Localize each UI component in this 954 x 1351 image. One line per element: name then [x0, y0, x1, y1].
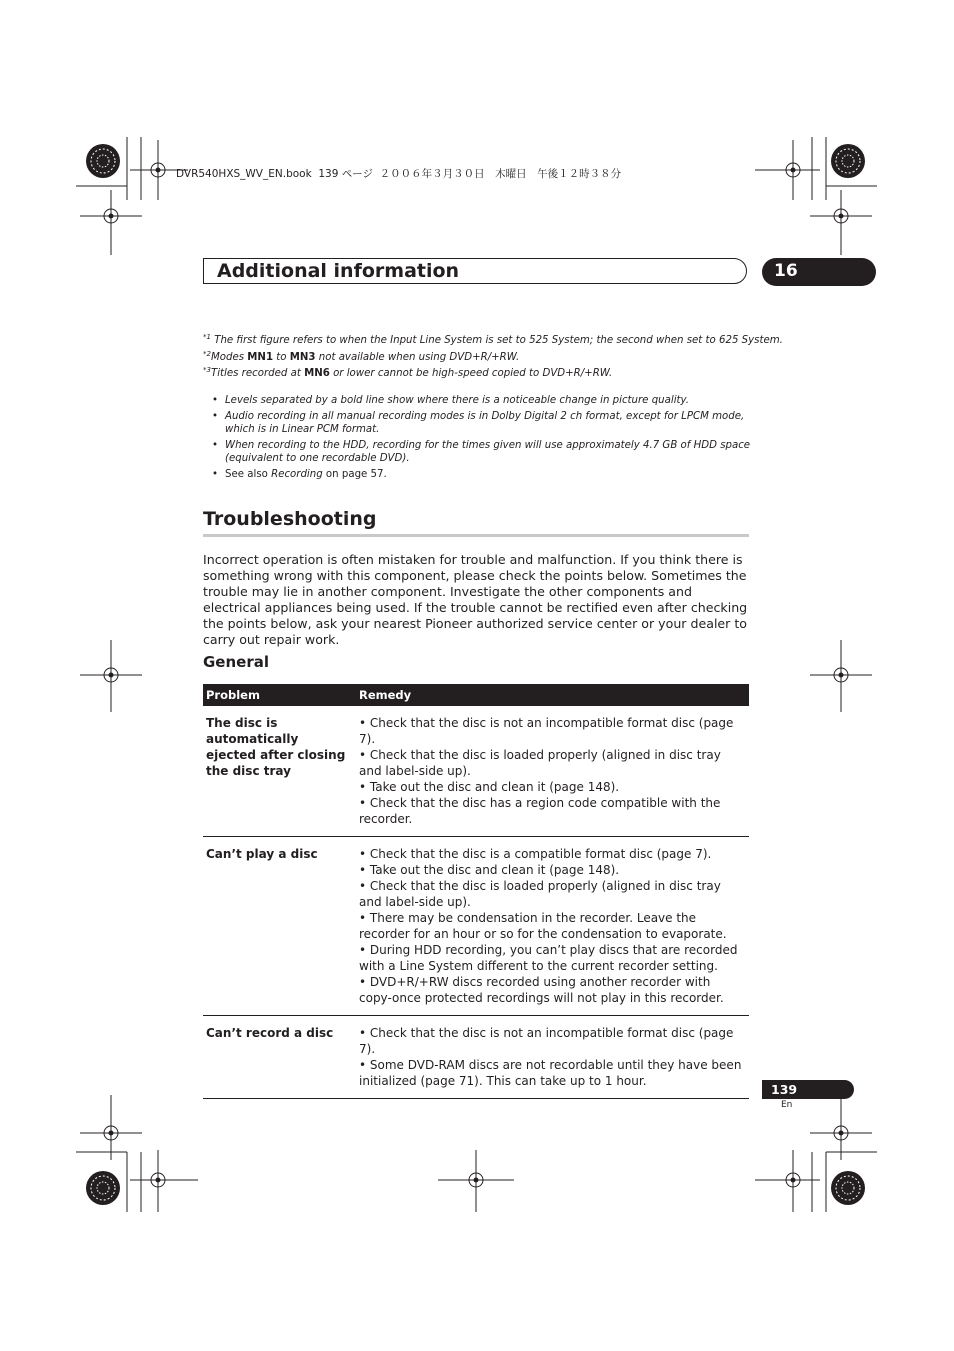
footnote-text: Modes [210, 352, 248, 363]
section-divider [203, 534, 749, 537]
table-row [203, 837, 749, 1016]
footnote-3 [203, 366, 612, 379]
footnote-text: not available when using DVD+R/+RW. [315, 352, 520, 363]
table-row [203, 706, 749, 837]
note-item [212, 439, 752, 465]
bullet: • [212, 411, 219, 422]
footnote-text: The first figure refers to when the Input Line System is set to 525 System; the second when set to 625 System. [214, 335, 783, 346]
footnote-mark: *3 [203, 366, 211, 374]
problem-cell: The disc is automatically ejected after closing the disc tray [203, 706, 356, 837]
footnote-text: to [273, 352, 290, 363]
remedy-cell [356, 837, 749, 1016]
table-header-row [203, 684, 749, 706]
section-title: Troubleshooting [203, 508, 377, 530]
chapter-title: Additional information [217, 260, 460, 282]
bullet: • [212, 440, 219, 451]
mode-label: MN1 [247, 352, 274, 363]
remedy-item: • Check that the disc is not an incompatible format disc (page 7). [359, 716, 734, 746]
remedy-item: • Check that the disc is a compatible format disc (page 7). [359, 847, 712, 861]
footnote-mark: *2 [203, 350, 211, 358]
remedy-cell [356, 1016, 749, 1099]
remedy-item: • DVD+R/+RW discs recorded using another recorder with copy-once protected recordings will not play in this recorder. [359, 975, 724, 1005]
footnote-text: Titles recorded at [210, 368, 305, 379]
bullet: • [212, 395, 219, 406]
footnote-2 [203, 350, 519, 363]
mode-label: MN3 [289, 352, 316, 363]
chapter-number: 16 [762, 258, 876, 286]
note-item [212, 394, 752, 407]
remedy-cell [356, 706, 749, 837]
column-header-problem: Problem [203, 684, 356, 706]
note-item [212, 410, 752, 436]
subsection-title: General [203, 653, 269, 671]
mode-label: MN6 [304, 368, 330, 379]
see-also-reference: Recording [271, 469, 323, 480]
problem-cell: Can’t record a disc [203, 1016, 356, 1099]
page-language: En [781, 1100, 793, 1110]
column-header-remedy: Remedy [356, 684, 749, 706]
remedy-item: • Check that the disc has a region code compatible with the recorder. [359, 796, 721, 826]
bullet: • [212, 469, 219, 480]
problem-cell: Can’t play a disc [203, 837, 356, 1016]
remedy-item: • Take out the disc and clean it (page 148). [359, 863, 620, 877]
remedy-item: • Check that the disc is not an incompatible format disc (page 7). [359, 1026, 734, 1056]
footnote-text: or lower cannot be high-speed copied to DVD+R/+RW. [329, 368, 613, 379]
remedy-item: • Check that the disc is loaded properly (aligned in disc tray and label-side up). [359, 879, 721, 909]
note-text: Levels separated by a bold line show where there is a noticeable change in picture quality. [225, 395, 689, 406]
remedy-item: • There may be condensation in the recorder. Leave the recorder for an hour or so for the condensation to evaporate. [359, 911, 727, 941]
print-header: DVR540HXS_WV_EN.book 139 ページ ２００６年３月３０日 木曜日 午後１２時３８分 [176, 168, 622, 180]
remedy-item: • Check that the disc is loaded properly (aligned in disc tray and label-side up). [359, 748, 721, 778]
section-intro: Incorrect operation is often mistaken for trouble and malfunction. If you think there is something wrong with this component, please check the points below. Sometimes the trouble may lie in another component. Investigate the other components and electrical appliances being used. If the trouble cannot be rectified even after checking the points below, ask your nearest Pioneer authorized service center or your dealer to carry out repair work. [203, 552, 748, 647]
see-also-item [212, 468, 752, 481]
remedy-item: • Some DVD-RAM discs are not recordable until they have been initialized (page 71). This can take up to 1 hour. [359, 1058, 742, 1088]
footnote-1 [203, 333, 783, 346]
table-row [203, 1016, 749, 1099]
note-text: Audio recording in all manual recording modes is in Dolby Digital 2 ch format, except for LPCM mode, which is in Linear PCM format. [225, 411, 745, 435]
footnote-mark: *1 [203, 333, 211, 341]
page-number: 139 [762, 1080, 854, 1099]
note-text: When recording to the HDD, recording for the times given will use approximately 4.7 GB of HDD space (equivalent to one recordable DVD). [225, 440, 751, 464]
see-also-text: on page 57. [322, 469, 387, 480]
remedy-item: • During HDD recording, you can’t play discs that are recorded with a Line System different to the current recorder setting. [359, 943, 738, 973]
troubleshooting-table [203, 684, 749, 1099]
remedy-item: • Take out the disc and clean it (page 148). [359, 780, 620, 794]
see-also-text: See also [225, 469, 272, 480]
